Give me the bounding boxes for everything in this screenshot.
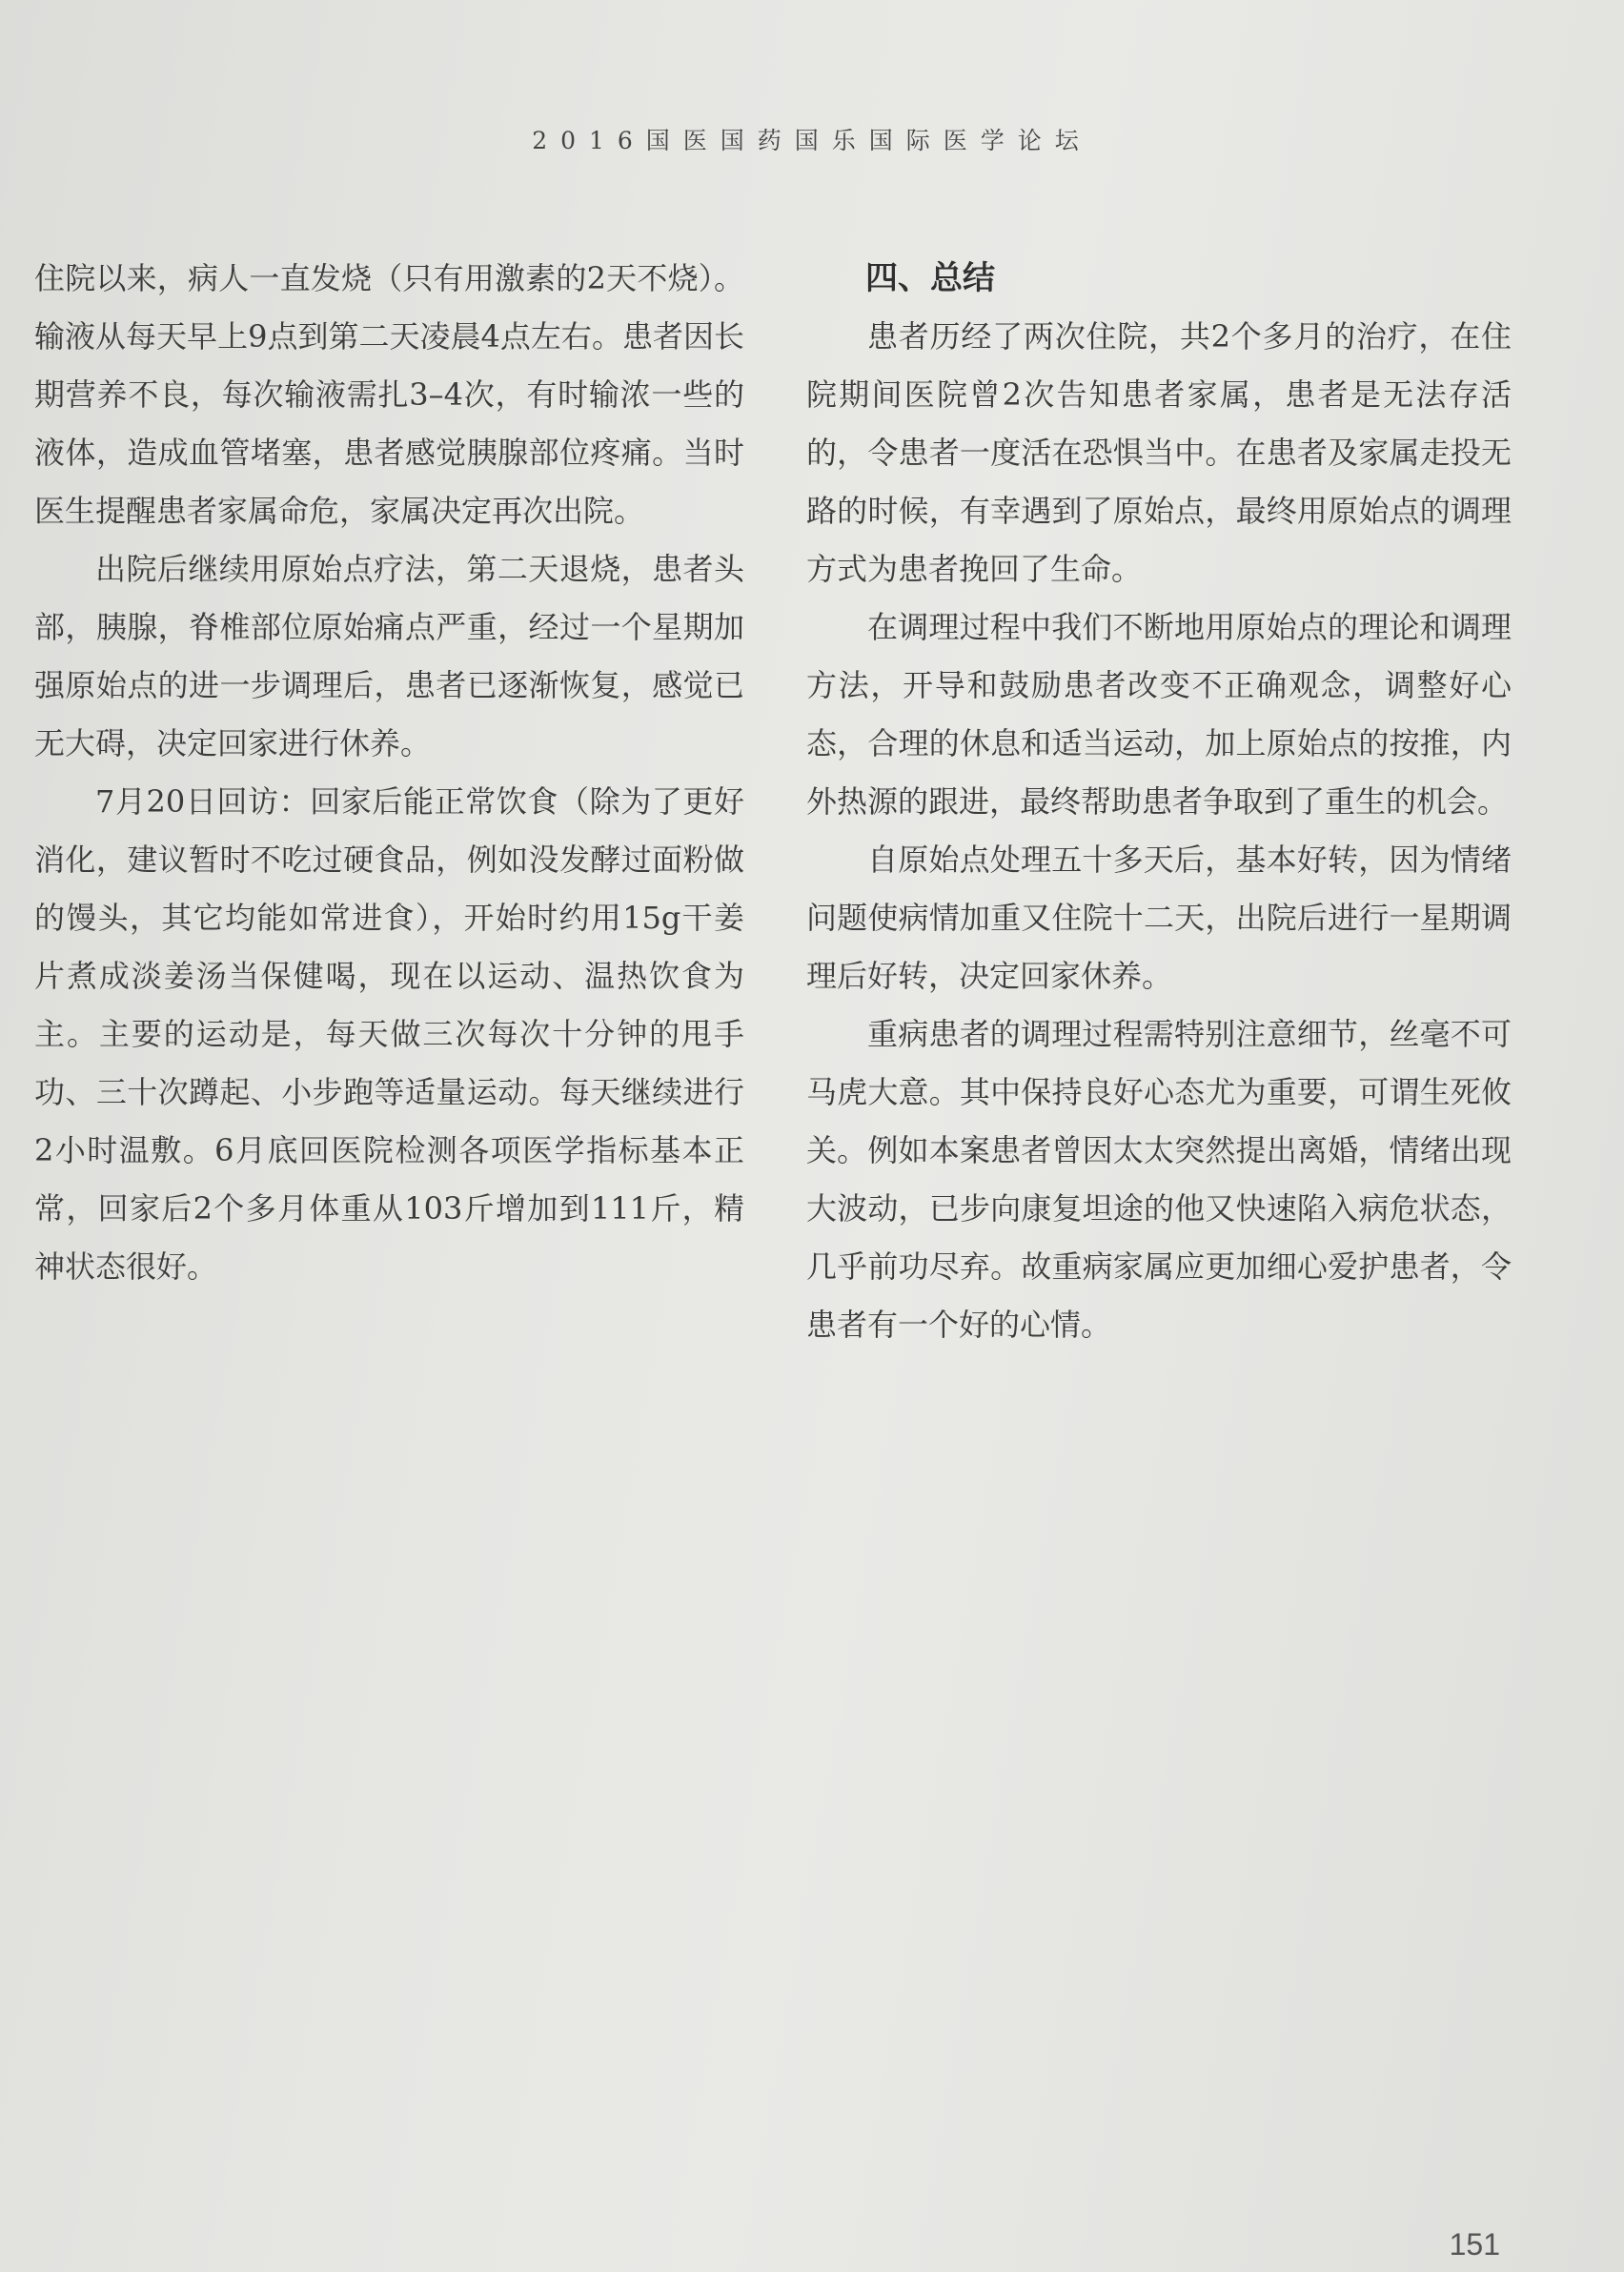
paragraph: 出院后继续用原始点疗法，第二天退烧，患者头部，胰腺，脊椎部位原始痛点严重，经过一个星期加强原始点的进一步调理后，患者已逐渐恢复，感觉已无大碍，决定回家进行休养。 [34,551,744,761]
page-number: 151 [1449,2227,1500,2262]
paragraph: 自原始点处理五十多天后，基本好转，因为情绪问题使病情加重又住院十二天，出院后进行一星期调理后好转，决定回家休养。 [806,842,1512,994]
paragraph: 患者历经了两次住院，共2个多月的治疗，在住院期间医院曾2次告知患者家属，患者是无法存活的，令患者一度活在恐惧当中。在患者及家属走投无路的时候，有幸遇到了原始点，最终用原始点的调理方式为患者挽回了生命。 [806,318,1512,587]
running-header: 2016国医国药国乐国际医学论坛 [532,127,1092,154]
paragraph: 重病患者的调理过程需特别注意细节，丝毫不可马虎大意。其中保持良好心态尤为重要，可谓生死攸关。例如本案患者曾因太太突然提出离婚，情绪出现大波动，已步向康复坦途的他又快速陷入病危状态，几乎前功尽弃。故重病家属应更加细心爱护患者，令患者有一个好的心情。 [806,1016,1512,1343]
section-heading: 四、总结 [865,259,995,297]
right-column [806,250,1512,1354]
paragraph: 住院以来，病人一直发烧（只有用激素的2天不烧）。输液从每天早上9点到第二天凌晨4点左右。患者因长期营养不良，每次输液需扎3–4次，有时输浓一些的液体，造成血管堵塞，患者感觉胰腺部位疼痛。当时医生提醒患者家属命危，家属决定再次出院。 [34,260,744,529]
left-column [34,250,744,1296]
paragraph: 7月20日回访：回家后能正常饮食（除为了更好消化，建议暂时不吃过硬食品，例如没发酵过面粉做的馒头，其它均能如常进食），开始时约用15g干姜片煮成淡姜汤当保健喝，现在以运动、温热饮食为主。主要的运动是，每天做三次每次十分钟的甩手功、三十次蹲起、小步跑等适量运动。每天继续进行2小时温敷。6月底回医院检测各项医学指标基本正常，回家后2个多月体重从103斤增加到111斤，精神状态很好。 [34,783,744,1285]
paragraph: 在调理过程中我们不断地用原始点的理论和调理方法，开导和鼓励患者改变不正确观念，调整好心态，合理的休息和适当运动，加上原始点的按推，内外热源的跟进，最终帮助患者争取到了重生的机会。 [806,609,1512,820]
